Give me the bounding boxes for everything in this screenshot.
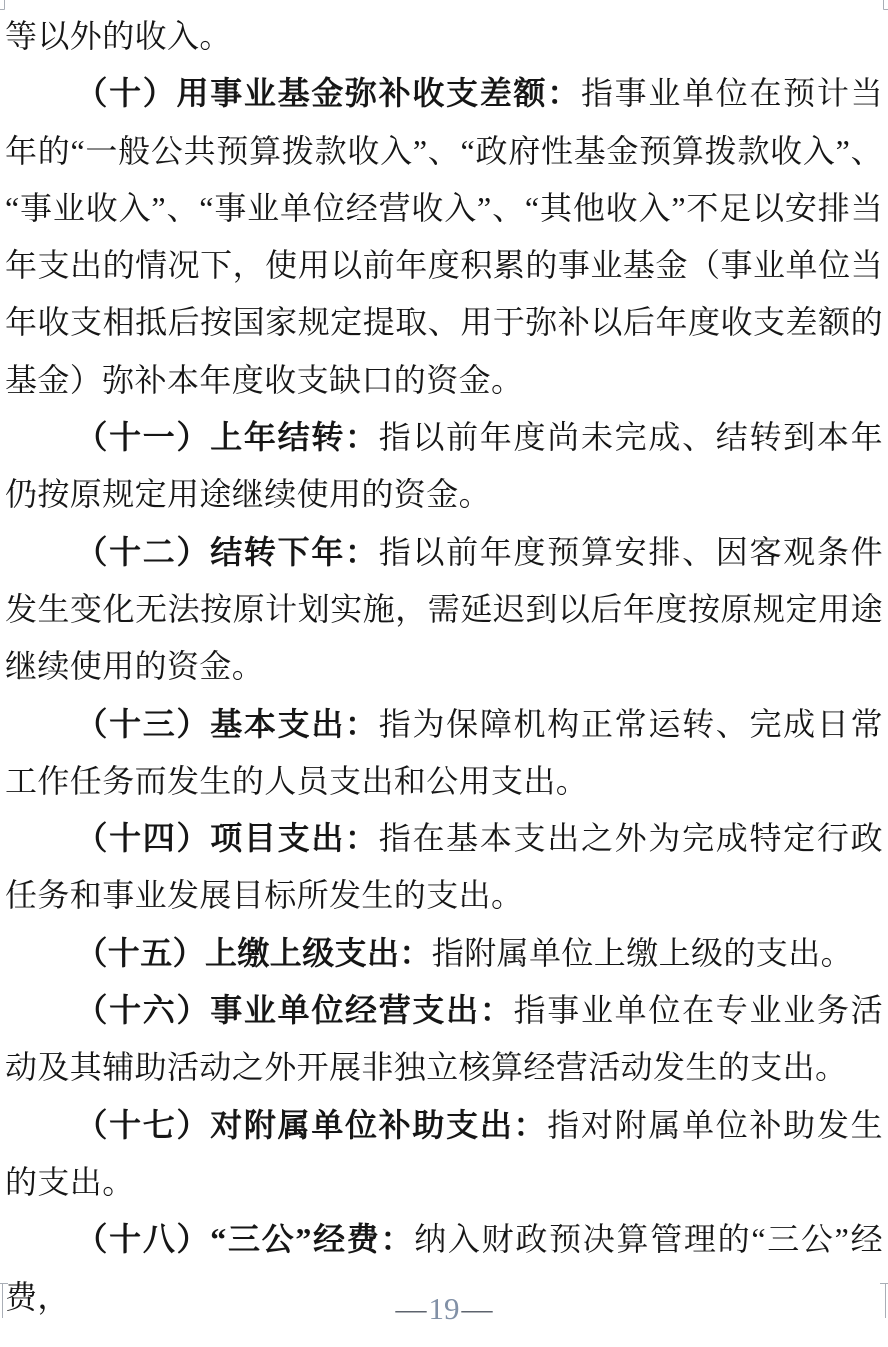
paragraph	[5, 524, 883, 696]
paragraph-term: （十七）对附属单位补助支出：	[75, 1106, 548, 1143]
paragraph-body: 指为保障机构正常运转、完成日常工作任务而发生的人员支出和公用支出。	[5, 705, 883, 799]
page-number-dash-right: —	[461, 1291, 493, 1326]
paragraph-term: （十五）上缴上级支出：	[75, 934, 432, 971]
paragraph-term: （十一）上年结转：	[75, 419, 379, 456]
paragraph-term: （十六）事业单位经营支出：	[75, 992, 514, 1029]
paragraph	[5, 409, 883, 524]
document-body	[5, 8, 883, 1326]
paragraph-term: （十）用事业基金弥补收支差额：	[75, 75, 581, 112]
paragraph-body: 指事业单位在预计当年的“一般公共预算拨款收入”、“政府性基金预算拨款收入”、“事业收入”、“事业单位经营收入”、“其他收入”不足以安排当年支出的情况下，使用以前年度积累的事业基金（事业单位当年收支相抵后按国家规定提取、用于弥补以后年度收支差额的基金）弥补本年度收支缺口的资金。	[5, 75, 883, 398]
crop-mark-top-right	[884, 0, 888, 10]
paragraph-body: 指附属单位上缴上级的支出。	[431, 934, 853, 971]
page-footer	[0, 1291, 888, 1327]
paragraph	[5, 982, 883, 1097]
paragraph-body: 指事业单位在专业业务活动及其辅助活动之外开展非独立核算经营活动发生的支出。	[5, 992, 884, 1086]
paragraph	[5, 696, 883, 811]
paragraph-body: 指对附属单位补助发生的支出。	[5, 1106, 883, 1200]
paragraph	[5, 925, 883, 982]
paragraph-term: （十八）“三公”经费：	[75, 1221, 415, 1258]
paragraph-term: （十二）结转下年：	[75, 533, 379, 570]
page-number: 19	[428, 1291, 460, 1326]
paragraph-body: 指以前年度预算安排、因客观条件发生变化无法按原计划实施，需延迟到以后年度按原规定用途继续使用的资金。	[5, 533, 883, 685]
paragraph	[5, 8, 883, 65]
paragraph	[5, 810, 883, 925]
paragraph-body: 指以前年度尚未完成、结转到本年仍按原规定用途继续使用的资金。	[5, 419, 883, 513]
paragraph-term: （十四）项目支出：	[75, 820, 379, 857]
page-number-dash-left: —	[395, 1291, 427, 1326]
paragraph	[5, 1097, 883, 1212]
paragraph	[5, 65, 883, 409]
crop-mark-top-left	[0, 0, 5, 10]
paragraph-body: 纳入财政预决算管理的“三公”经费，	[5, 1221, 883, 1315]
paragraph-term: （十三）基本支出：	[75, 705, 379, 742]
paragraph-body: 指在基本支出之外为完成特定行政任务和事业发展目标所发生的支出。	[5, 820, 883, 914]
paragraph-body: 等以外的收入。	[5, 18, 232, 54]
